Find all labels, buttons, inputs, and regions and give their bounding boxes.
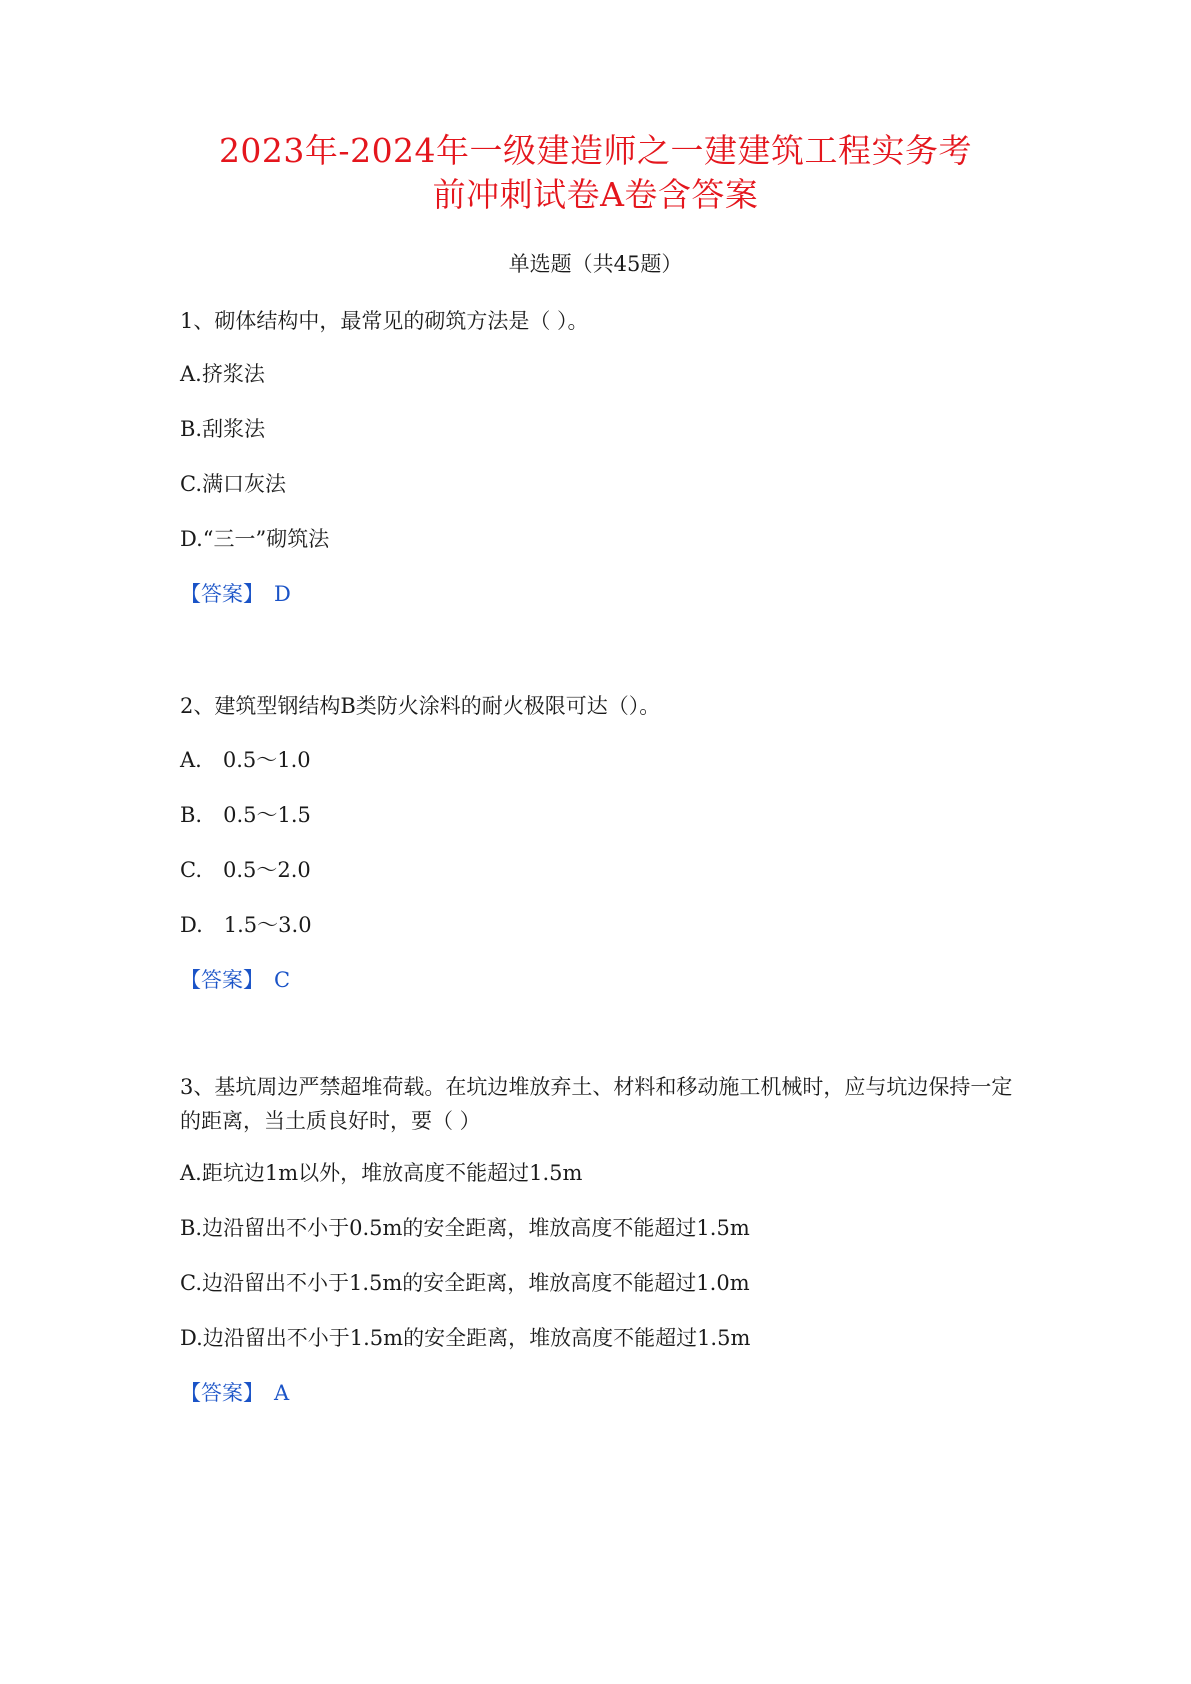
question-3-option-d: D.边沿留出不小于1.5m的安全距离，堆放高度不能超过1.5m <box>180 1326 751 1350</box>
question-3-option-b: B.边沿留出不小于0.5m的安全距离，堆放高度不能超过1.5m <box>180 1216 750 1240</box>
answer-value: C <box>274 968 291 992</box>
document-title-line-2: 前冲刺试卷A卷含答案 <box>432 175 759 214</box>
question-1-option-a: A.挤浆法 <box>180 362 265 386</box>
question-2-option-c: C. 0.5～2.0 <box>180 858 311 882</box>
question-1-option-b: B.刮浆法 <box>180 417 266 441</box>
question-1-option-c: C.满口灰法 <box>180 472 286 496</box>
answer-value: D <box>274 582 291 606</box>
question-3-option-a: A.距坑边1m以外，堆放高度不能超过1.5m <box>180 1161 583 1185</box>
document-title-line-1: 2023年-2024年一级建造师之一建建筑工程实务考 <box>218 131 973 170</box>
section-heading: 单选题（共45题） <box>508 252 683 276</box>
question-2-option-b: B. 0.5～1.5 <box>180 803 311 827</box>
question-2-option-d: D. 1.5～3.0 <box>180 913 312 937</box>
question-2-stem: 2、建筑型钢结构B类防火涂料的耐火极限可达（）。 <box>180 694 661 718</box>
question-3-option-c: C.边沿留出不小于1.5m的安全距离，堆放高度不能超过1.0m <box>180 1271 750 1295</box>
question-1-option-d: D.“三一”砌筑法 <box>180 527 330 551</box>
question-2-option-a: A. 0.5～1.0 <box>180 748 311 772</box>
question-1-stem: 1、砌体结构中，最常见的砌筑方法是（ ）。 <box>180 309 589 333</box>
answer-label: 【答案】 <box>180 968 264 992</box>
answer-label: 【答案】 <box>180 582 264 606</box>
question-2-answer <box>180 964 290 994</box>
answer-value: A <box>274 1381 290 1405</box>
question-1-answer <box>180 578 291 608</box>
question-3-stem: 3、基坑周边严禁超堆荷载。在坑边堆放弃土、材料和移动施工机械时，应与坑边保持一定的距离，当土质良好时，要（ ） <box>180 1075 1013 1133</box>
question-3-answer <box>180 1377 289 1407</box>
answer-label: 【答案】 <box>180 1381 264 1405</box>
